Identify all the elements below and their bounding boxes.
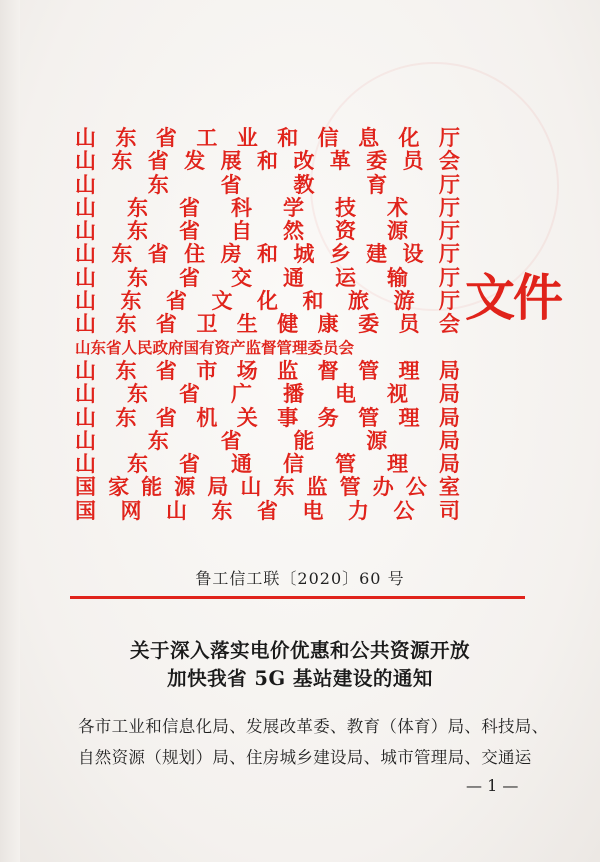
agency-char: 乡: [329, 241, 351, 267]
agency-char: 省: [166, 288, 187, 314]
agency-char: 省: [155, 357, 177, 383]
agency-char: 山: [166, 497, 187, 523]
agency-char: 管: [339, 474, 361, 500]
agency-char: 电: [302, 497, 324, 523]
agency-char: 管: [358, 404, 380, 430]
agency-char: 和: [277, 125, 299, 150]
agency-char: 资: [335, 218, 356, 244]
red-separator-line: [70, 596, 525, 599]
agency-name-line: [75, 499, 460, 522]
agency-char: 监: [306, 474, 328, 500]
body-text-line-2: 自然资源（规划）局、住房城乡建设局、城市管理局、交通运: [78, 748, 532, 767]
agency-char: 东: [120, 288, 142, 314]
agency-char: 房: [220, 241, 242, 267]
agency-name-line: [75, 219, 460, 242]
agency-char: 省: [220, 427, 242, 453]
agency-char: 生: [236, 311, 258, 337]
agency-char: 科: [231, 194, 252, 220]
agency-char: 学: [283, 194, 304, 220]
agency-char: 能: [141, 474, 163, 500]
agency-char: 市: [196, 357, 218, 383]
agency-char: 然: [283, 218, 304, 244]
agency-char: 改: [293, 148, 315, 174]
document-header-suffix: 文件: [465, 268, 561, 327]
agency-char: 省: [147, 241, 169, 267]
agency-char: 健: [277, 311, 299, 337]
agency-char: 源: [387, 218, 408, 244]
agency-char: 山: [75, 288, 96, 314]
agency-char: 公: [393, 497, 415, 523]
agency-char: 东: [115, 125, 137, 150]
agency-char: 厅: [439, 194, 460, 220]
agency-char: 省: [155, 125, 177, 150]
agency-name-line: [75, 173, 460, 196]
agency-char: 局: [438, 427, 460, 453]
agency-char: 东: [115, 404, 137, 430]
agency-char: 和: [256, 148, 278, 174]
agency-char: 网: [120, 497, 142, 523]
agency-char: 省: [147, 148, 169, 174]
agency-char: 局: [439, 451, 460, 477]
agency-char: 办: [372, 474, 394, 500]
agency-char: 局: [438, 357, 460, 383]
agency-char: 能: [293, 427, 315, 453]
agency-char: 委: [358, 311, 380, 337]
agency-char: 山: [75, 171, 96, 197]
agency-char: 山: [75, 404, 96, 430]
agency-char: 员: [402, 148, 424, 174]
agency-char: 局: [439, 381, 460, 407]
agency-char: 业: [236, 125, 258, 150]
agency-char: 厅: [439, 288, 460, 314]
agency-char: 山: [75, 427, 96, 453]
agency-char: 卫: [196, 311, 218, 337]
agency-name-line: [75, 266, 460, 289]
agency-char: 东: [127, 451, 148, 477]
agency-char: 理: [387, 451, 408, 477]
agency-char: 厅: [438, 241, 460, 267]
agency-name-line: [75, 429, 460, 452]
agency-char: 局: [438, 404, 460, 430]
agency-char: 广: [231, 381, 252, 407]
agency-char: 源: [366, 427, 388, 453]
document-title-line-2: 加快我省 5G 基站建设的通知: [167, 667, 433, 690]
agency-name-line: [75, 359, 460, 382]
document-title-line-1: 关于深入落实电价优惠和公共资源开放: [129, 639, 470, 662]
agency-char: 育: [366, 171, 388, 197]
agency-char: 东: [111, 241, 133, 267]
agency-char: 住: [184, 241, 206, 267]
agency-char: 管: [335, 451, 356, 477]
agency-char: 监: [277, 357, 299, 383]
agency-char: 源: [174, 474, 196, 500]
agency-char: 视: [387, 381, 408, 407]
agency-char: 教: [293, 171, 315, 197]
agency-char: 东: [115, 311, 137, 337]
agency-char: 运: [335, 264, 356, 290]
agency-char: 信: [283, 451, 304, 477]
agency-name-line: [75, 126, 460, 149]
agency-char: 山东省人民政府国有资产监督管理委员会: [75, 337, 355, 357]
agency-name-line: [75, 406, 460, 429]
agency-char: 省: [179, 194, 200, 220]
agency-char: 家: [108, 474, 130, 500]
agency-name-line: [75, 149, 460, 172]
agency-char: 旅: [348, 288, 369, 314]
agency-char: 山: [75, 357, 96, 383]
agency-char: 省: [257, 497, 278, 523]
agency-char: 会: [438, 148, 460, 174]
agency-char: 东: [127, 194, 148, 220]
agency-char: 发: [184, 148, 206, 174]
agency-char: 省: [220, 171, 242, 197]
agency-char: 东: [211, 497, 233, 523]
agency-char: 电: [335, 381, 356, 407]
agency-char: 技: [335, 194, 356, 220]
agency-char: 员: [398, 311, 420, 337]
agency-name-line: [75, 312, 460, 335]
agency-char: 设: [402, 241, 424, 267]
agency-char: 厅: [438, 171, 460, 197]
agency-char: 务: [317, 404, 339, 430]
agency-char: 城: [293, 241, 315, 267]
page-fold-shadow: [0, 0, 20, 862]
agency-char: 工: [196, 125, 218, 150]
agency-char: 委: [366, 148, 388, 174]
agency-char: 事: [277, 404, 299, 430]
agency-char: 山: [75, 451, 96, 477]
agency-name-line: [75, 196, 460, 219]
agency-char: 山: [240, 474, 262, 500]
agency-char: 国: [75, 497, 96, 523]
agency-char: 山: [75, 148, 96, 174]
agency-char: 厅: [439, 218, 460, 244]
agency-char: 文: [211, 288, 233, 314]
agency-char: 督: [317, 357, 339, 383]
agency-name-line: [75, 452, 460, 475]
agency-char: 和: [256, 241, 278, 267]
agency-char: 山: [75, 218, 96, 244]
agency-char: 厅: [438, 125, 460, 150]
agency-char: 省: [179, 218, 200, 244]
agency-char: 力: [348, 497, 369, 523]
agency-char: 会: [438, 311, 460, 337]
agency-char: 游: [393, 288, 415, 314]
agency-char: 厅: [439, 264, 460, 290]
agency-char: 东: [127, 381, 148, 407]
agency-char: 东: [127, 218, 148, 244]
agency-char: 通: [231, 451, 252, 477]
agency-char: 康: [317, 311, 339, 337]
page-number: — 1 —: [466, 776, 519, 795]
agency-name-line: [75, 336, 460, 359]
agency-char: 建: [366, 241, 388, 267]
body-text-line-1: 各市工业和信息化局、发展改革委、教育（体育）局、科技局、: [78, 717, 549, 736]
agency-char: 局: [207, 474, 229, 500]
agency-char: 东: [111, 148, 133, 174]
agency-char: 山: [75, 381, 96, 407]
agency-char: 东: [273, 474, 295, 500]
agency-char: 公: [405, 474, 427, 500]
agency-name-line: [75, 382, 460, 405]
agency-char: 山: [75, 264, 96, 290]
agency-char: 省: [179, 451, 200, 477]
agency-char: 国: [75, 474, 96, 500]
agency-char: 通: [283, 264, 304, 290]
agency-char: 输: [387, 264, 408, 290]
agency-char: 化: [398, 125, 420, 150]
agency-char: 省: [179, 381, 200, 407]
agency-char: 化: [257, 288, 278, 314]
agency-char: 机: [196, 404, 218, 430]
document-number: 鲁工信工联〔2020〕60 号: [195, 569, 405, 588]
agency-char: 山: [75, 241, 96, 267]
agency-char: 息: [358, 125, 380, 150]
agency-name-line: [75, 242, 460, 265]
agency-char: 室: [438, 474, 460, 500]
agency-char: 山: [75, 125, 96, 150]
agency-char: 东: [127, 264, 148, 290]
agency-char: 术: [387, 194, 408, 220]
agency-char: 东: [147, 171, 169, 197]
agency-char: 理: [398, 404, 420, 430]
agency-char: 山: [75, 311, 96, 337]
agency-char: 省: [179, 264, 200, 290]
agency-char: 山: [75, 194, 96, 220]
agency-name-line: [75, 475, 460, 498]
agency-char: 管: [358, 357, 380, 383]
issuing-agencies-block: [75, 126, 460, 522]
agency-char: 理: [398, 357, 420, 383]
agency-char: 交: [231, 264, 252, 290]
agency-char: 信: [317, 125, 339, 150]
agency-char: 播: [283, 381, 304, 407]
agency-name-line: [75, 289, 460, 312]
agency-char: 省: [155, 404, 177, 430]
agency-char: 和: [302, 288, 324, 314]
agency-char: 场: [236, 357, 258, 383]
agency-char: 司: [439, 497, 460, 523]
agency-char: 展: [220, 148, 242, 174]
agency-char: 东: [115, 357, 137, 383]
agency-char: 关: [236, 404, 258, 430]
agency-char: 革: [329, 148, 351, 174]
agency-char: 东: [147, 427, 169, 453]
agency-char: 自: [231, 218, 252, 244]
agency-char: 省: [155, 311, 177, 337]
